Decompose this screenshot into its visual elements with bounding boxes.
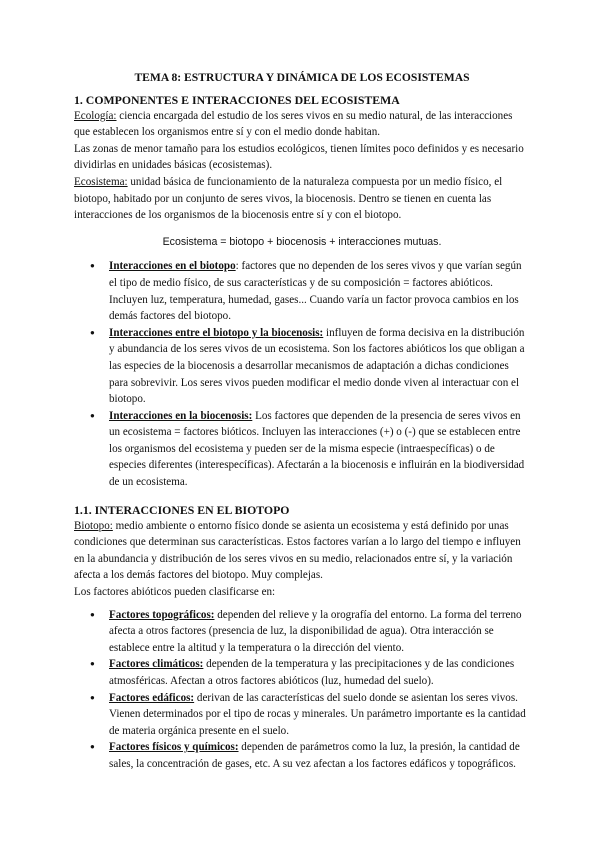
ecologia-term: Ecología:: [74, 109, 117, 122]
bullet-term: Factores edáficos:: [109, 691, 195, 704]
bullet-text: influyen de forma decisiva en la distribución y abundancia de los seres vivos de un ecosistema. Son los factores abióticos los que obligan a las especies de la biocenosis a desarrollar mecanismos de adaptación a dichas condiciones para sobrevivir. Los seres vivos pueden modificar el medio donde viven al interactuar con el biotopo.: [109, 326, 525, 406]
clasificar-paragraph: Los factores abióticos pueden clasificarse en:: [74, 586, 276, 599]
bullet-term: Interacciones entre el biotopo y la biocenosis:: [109, 326, 324, 339]
document-title: TEMA 8: ESTRUCTURA Y DINÁMICA DE LOS ECOSISTEMAS: [134, 71, 470, 84]
bullet-term: Interacciones en la biocenosis:: [109, 409, 253, 422]
bullet-term: Factores físicos y químicos:: [109, 741, 239, 754]
ecologia-definition: [74, 108, 530, 141]
list-item: [109, 408, 530, 491]
bullet-term: Factores climáticos:: [109, 658, 204, 671]
bullet-text: Los factores que dependen de la presencia de seres vivos en un ecosistema = factores bióticos. Incluyen las interacciones (+) o (-) que se establecen entre los organismos del ecosistema y pueden ser de la misma especie (intraespecíficas) o de especies diferentes (interespecíficas). Afectarán a la biocenosis e influirán en la biodiversidad de un ecosistema.: [109, 409, 525, 489]
ecosistema-text: unidad básica de funcionamiento de la naturaleza compuesta por un medio físico, el biotopo, habitado por un conjunto de seres vivos, la biocenosis. Dentro se tienen en cuenta las interacciones de los organismos de la biocenosis entre sí y con el biotopo.: [74, 175, 503, 222]
list-item: [109, 690, 530, 740]
bullet-term: Interacciones en el biotopo: [109, 260, 236, 273]
factores-list: [74, 607, 530, 773]
list-item: [109, 325, 530, 408]
list-item: [109, 739, 530, 772]
bullet-text: derivan de las características del suelo donde se asientan los seres vivos. Vienen determinados por el tipo de rocas y minerales. Un parámetro importante es la cantidad de materia orgánica presente en el suelo.: [109, 691, 526, 737]
zonas-paragraph: Las zonas de menor tamaño para los estudios ecológicos, tienen límites poco definidos y es necesario dividirlas en unidades básicas (ecosistemas).: [74, 142, 524, 172]
interacciones-list: [74, 258, 530, 490]
list-item: [109, 656, 530, 689]
list-item: [109, 258, 530, 324]
ecosistema-formula: Ecosistema = biotopo + biocenosis + interacciones mutuas.: [162, 235, 442, 248]
ecosistema-definition: [74, 174, 530, 224]
list-item: [109, 607, 530, 657]
bullet-text: : factores que no dependen de los seres vivos y que varían según el tipo de medio físico, de sus características y de su composición = factores abióticos. Incluyen luz, temperatura, humedad, gases... Cuando varía un factor provoca cambios en los demás factores del biotopo.: [109, 260, 522, 323]
biotopo-term: Biotopo:: [74, 519, 113, 532]
section-1-1-heading: 1.1. INTERACCIONES EN EL BIOTOPO: [74, 502, 290, 517]
bullet-text: dependen de la temperatura y las precipitaciones y de las condiciones atmosféricas. Afectan a otros factores abióticos (luz, humedad del suelo).: [109, 658, 515, 687]
biotopo-text: medio ambiente o entorno físico donde se asienta un ecosistema y está definido por unas condiciones que determinan sus características. Estos factores varían a lo largo del tiempo e influyen en la abundancia y distribución de los seres vivos en su medio, relacionados entre sí, y la variación afecta a los demás factores del biotopo. Muy complejas.: [74, 519, 521, 582]
section-1-heading: 1. COMPONENTES E INTERACCIONES DEL ECOSISTEMA: [74, 92, 400, 107]
bullet-text: dependen de parámetros como la luz, la presión, la cantidad de sales, la concentración de gases, etc. A su vez afectan a los factores edáficos y topográficos.: [109, 741, 520, 770]
bullet-term: Factores topográficos:: [109, 608, 215, 621]
biotopo-definition: [74, 518, 530, 584]
ecologia-text: ciencia encargada del estudio de los seres vivos en su medio natural, de las interacciones que establecen los organismos entre sí y con el medio donde habitan.: [74, 109, 513, 139]
bullet-text: dependen del relieve y la orografía del entorno. La forma del terreno afecta a otros factores (presencia de luz, la disponibilidad de agua). Otra interacción se establece entre la altitud y la temperatura o la dirección del viento.: [109, 608, 522, 654]
ecosistema-term: Ecosistema:: [74, 175, 128, 188]
